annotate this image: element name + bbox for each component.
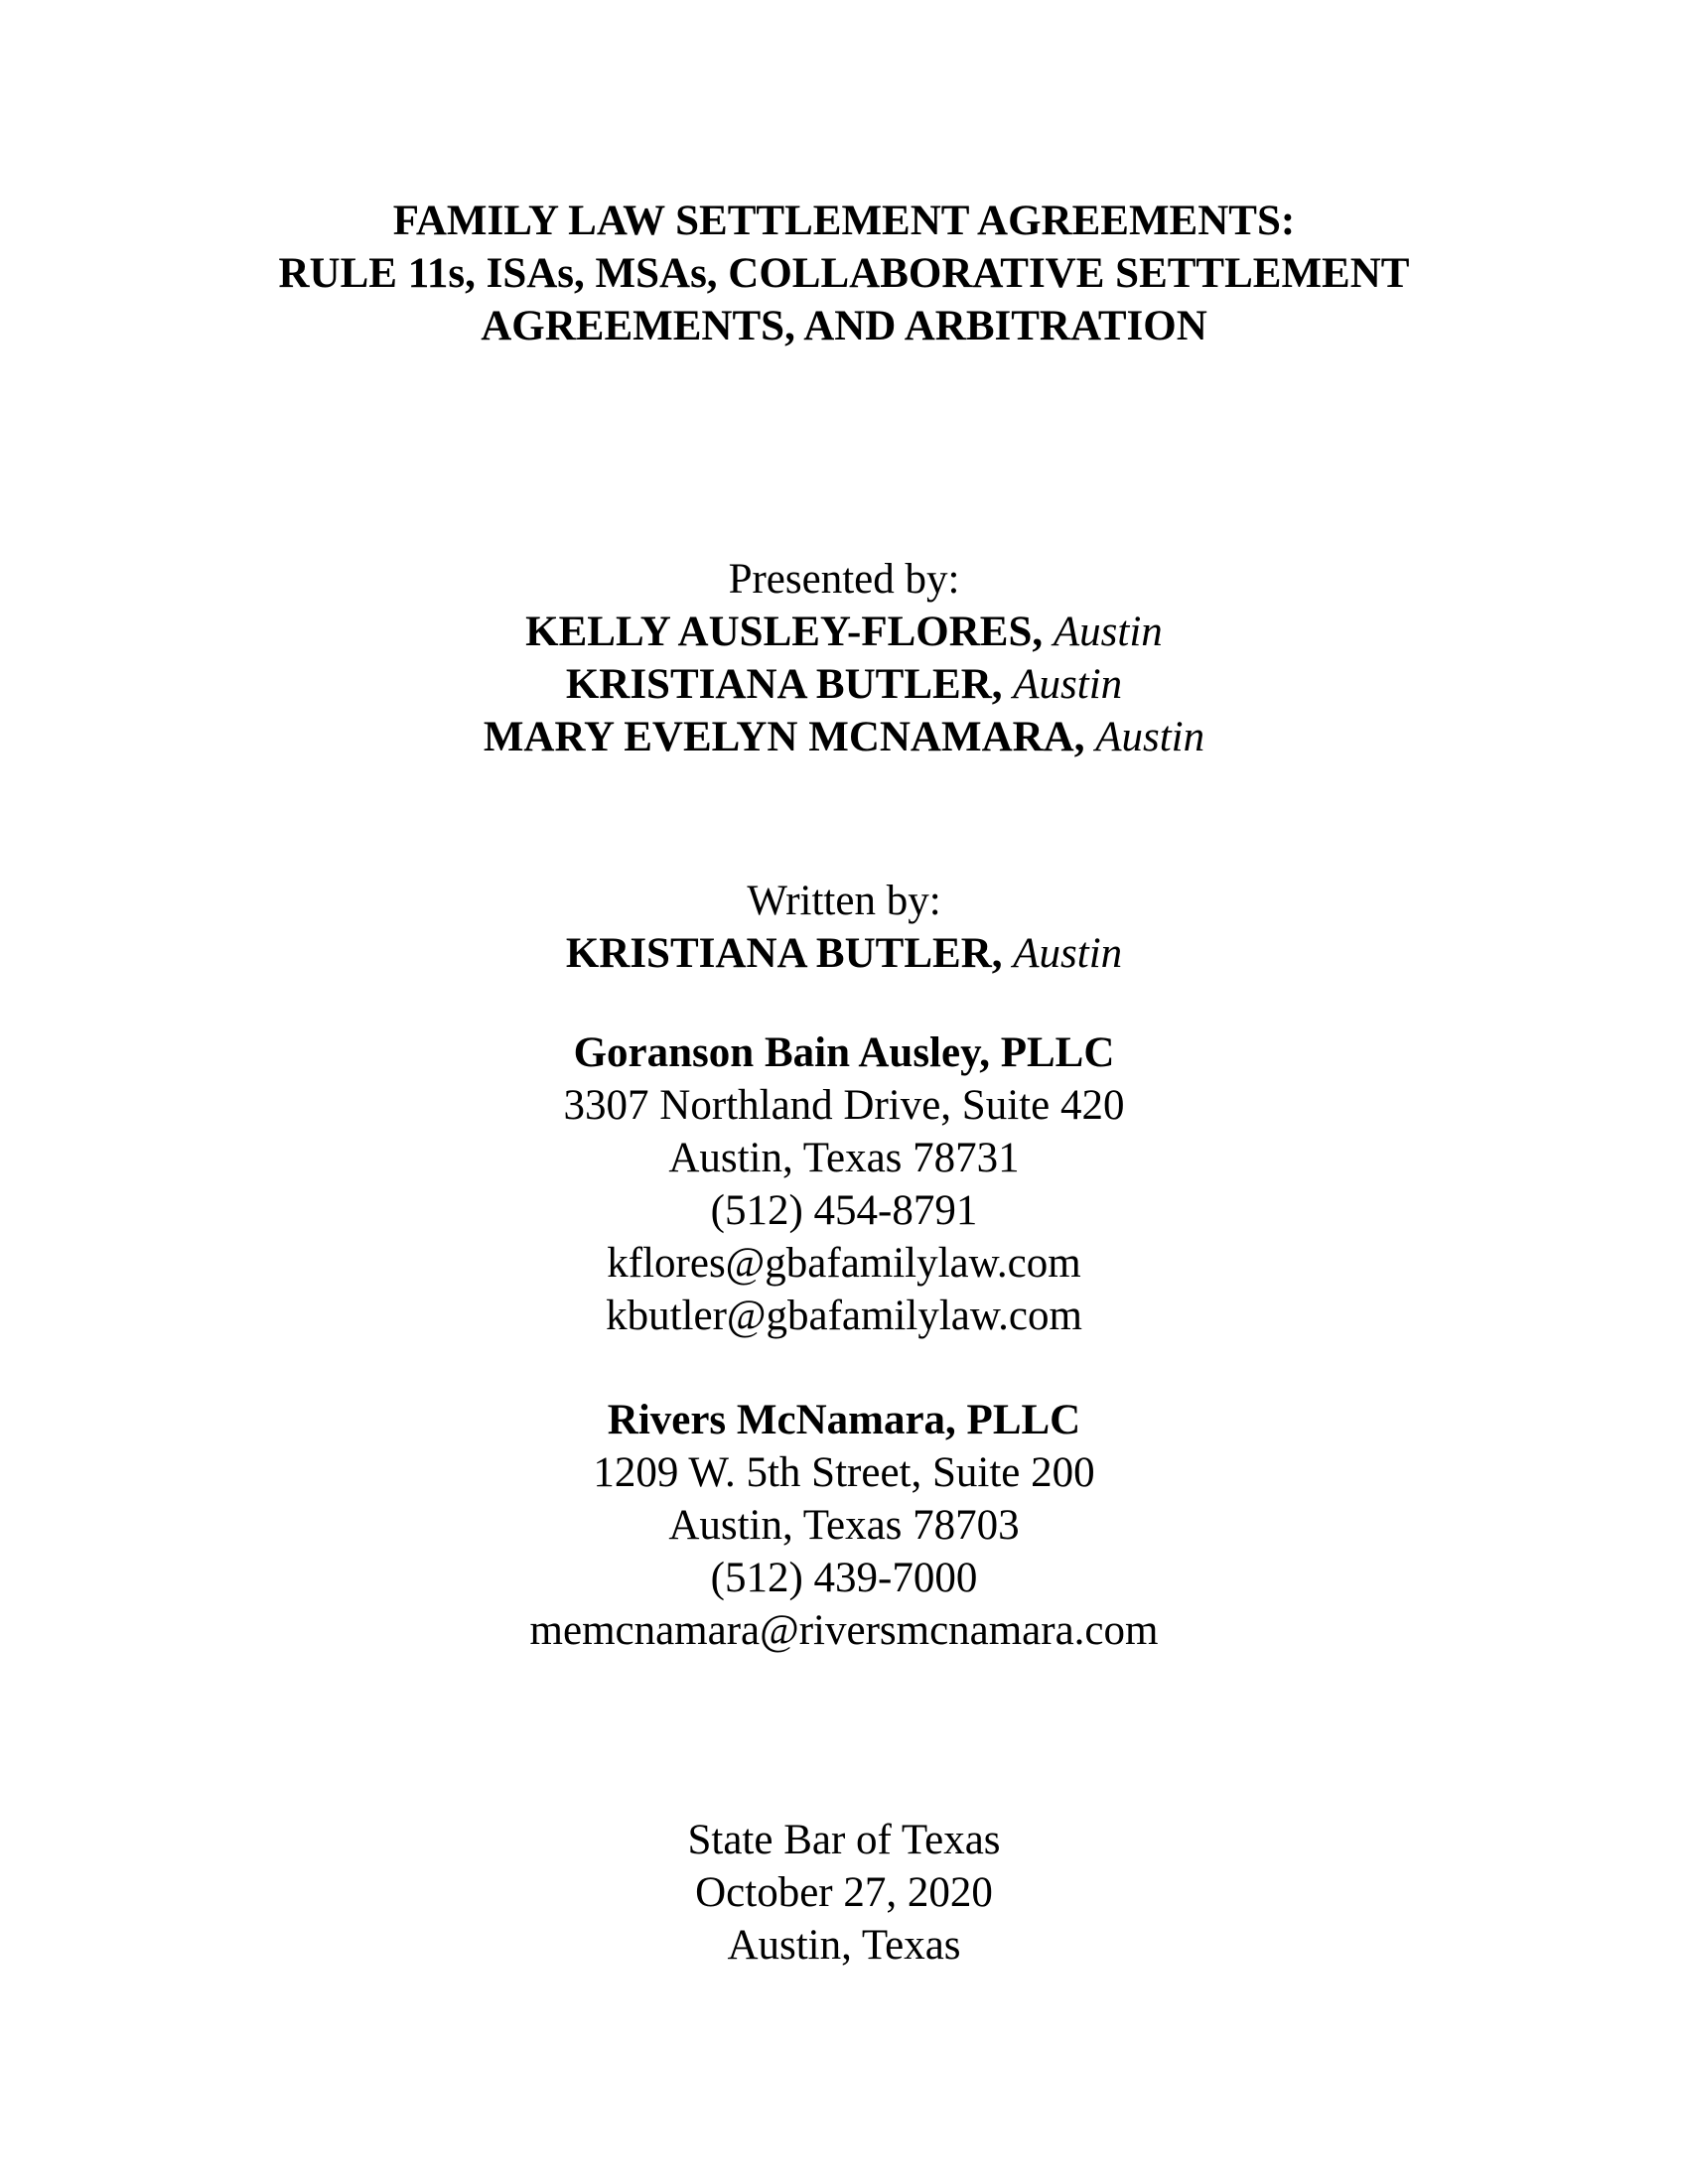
firm-goranson-bain-ausley [0, 1026, 1688, 1342]
event-info [0, 1814, 1688, 1972]
title-line-2: RULE 11s, ISAs, MSAs, COLLABORATIVE SETTLEMENT [278, 250, 1410, 297]
firm-phone: (512) 439-7000 [710, 1555, 978, 1601]
presenter-2 [0, 658, 1688, 711]
title-line-1: FAMILY LAW SETTLEMENT AGREEMENTS: [392, 198, 1296, 244]
event-location: Austin, Texas [727, 1922, 961, 1969]
firm-name: Rivers McNamara, PLLC [607, 1397, 1081, 1443]
presenter-1 [0, 606, 1688, 658]
presenter-name: MARY EVELYN MCNAMARA, [483, 714, 1085, 760]
presenter-3 [0, 711, 1688, 763]
presenters-section [0, 553, 1688, 763]
firm-name: Goranson Bain Ausley, PLLC [573, 1029, 1115, 1076]
firm-email: kflores@gbafamilylaw.com [607, 1240, 1081, 1287]
presenter-name: KRISTIANA BUTLER, [565, 661, 1003, 708]
author-1 [0, 927, 1688, 980]
author-city: Austin [1013, 930, 1123, 977]
presenter-city: Austin [1013, 661, 1123, 708]
firm-city: Austin, Texas 78703 [668, 1502, 1020, 1549]
written-by-label: Written by: [747, 878, 941, 924]
firm-address: 1209 W. 5th Street, Suite 200 [593, 1449, 1095, 1496]
event-date: October 27, 2020 [695, 1869, 993, 1916]
presented-by-label: Presented by: [728, 556, 960, 603]
presenter-city: Austin [1053, 609, 1163, 655]
firm-phone: (512) 454-8791 [710, 1187, 978, 1234]
presenter-city: Austin [1095, 714, 1205, 760]
presenter-name: KELLY AUSLEY-FLORES, [525, 609, 1044, 655]
document-title [0, 195, 1688, 352]
firm-email: memcnamara@riversmcnamara.com [529, 1607, 1159, 1654]
author-section [0, 875, 1688, 980]
event-organization: State Bar of Texas [687, 1817, 1001, 1863]
firm-city: Austin, Texas 78731 [668, 1135, 1020, 1181]
firm-rivers-mcnamara [0, 1394, 1688, 1657]
firm-address: 3307 Northland Drive, Suite 420 [563, 1082, 1125, 1129]
firm-email: kbutler@gbafamilylaw.com [606, 1293, 1082, 1339]
author-name: KRISTIANA BUTLER, [565, 930, 1003, 977]
title-line-3: AGREEMENTS, AND ARBITRATION [481, 303, 1207, 349]
